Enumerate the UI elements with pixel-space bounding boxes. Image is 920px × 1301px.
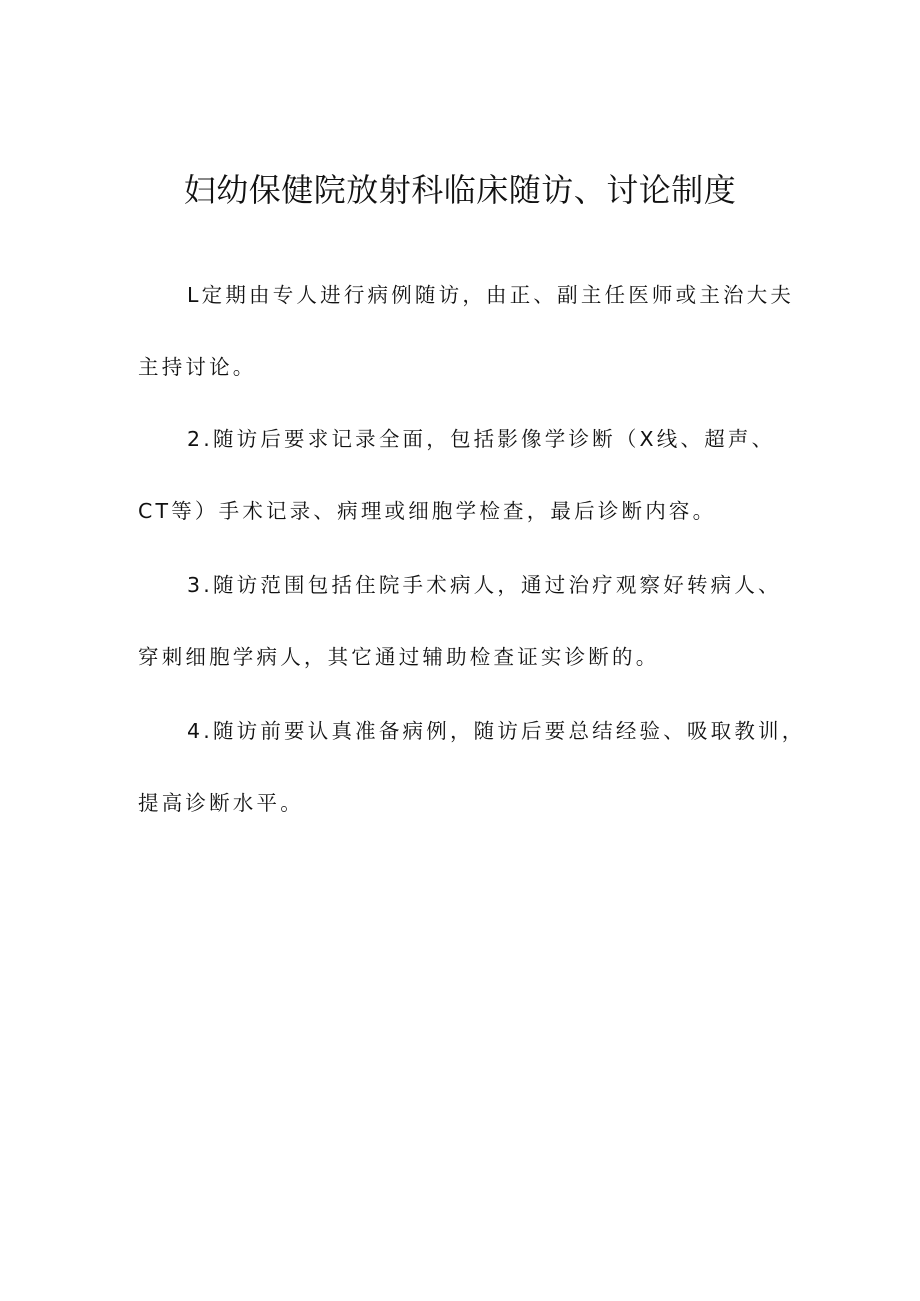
item-1-line-2: 主持讨论。 xyxy=(138,355,257,379)
item-2-line-2: CT等）手术记录、病理或细胞学检查，最后诊断内容。 xyxy=(138,499,717,523)
item-3-line-1: 3.随访范围包括住院手术病人，通过治疗观察好转病人、 xyxy=(187,573,782,597)
item-1-line-1: L定期由专人进行病例随访，由正、副主任医师或主治大夫 xyxy=(187,283,795,307)
item-4-line-2: 提高诊断水平。 xyxy=(138,791,304,815)
item-2-line-1: 2.随访后要求记录全面，包括影像学诊断（X线、超声、 xyxy=(187,427,776,451)
document-title: 妇幼保健院放射科临床随访、讨论制度 xyxy=(183,171,737,209)
item-3-line-2: 穿刺细胞学病人，其它通过辅助检查证实诊断的。 xyxy=(138,645,660,669)
item-4-line-1: 4.随访前要认真准备病例，随访后要总结经验、吸取教训， xyxy=(187,719,806,743)
